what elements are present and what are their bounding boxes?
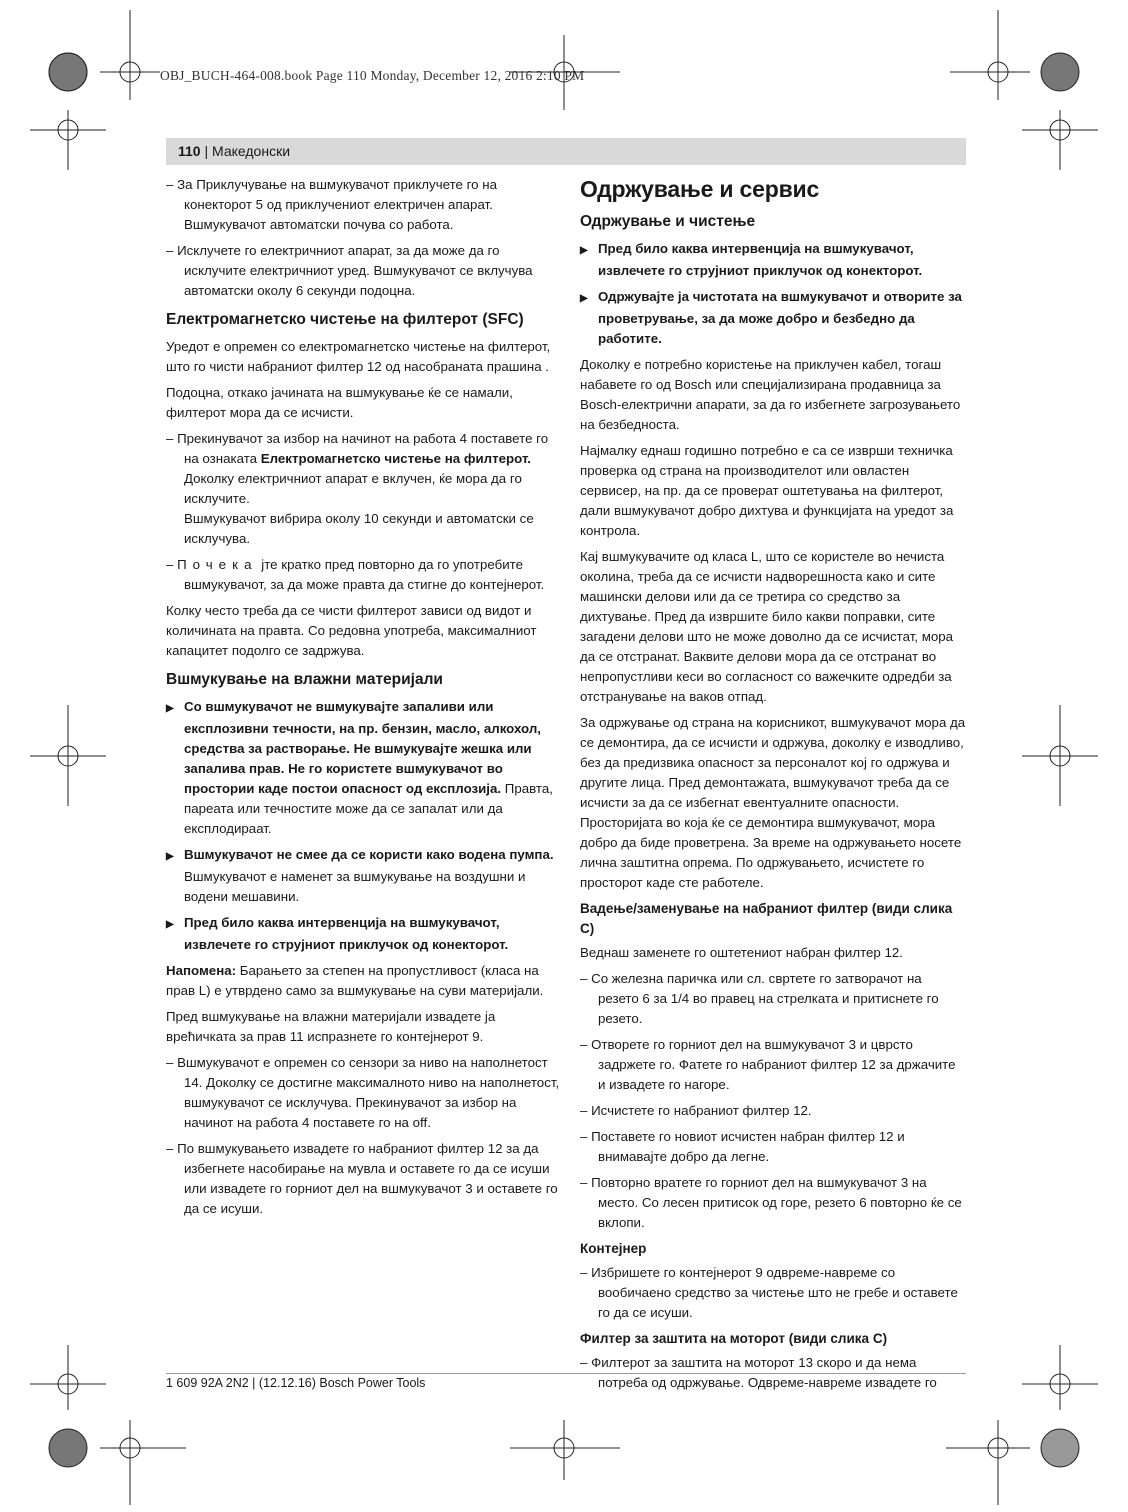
text-run-spaced: Почека: [177, 557, 258, 572]
list-item: – Повторно вратете го горниот дел на вшмукувачот 3 на место. Со лесен притисок од горе, резето 6 повторно ќе се вклопи.: [580, 1175, 962, 1230]
triangle-bullet-icon: ▶: [166, 919, 174, 930]
list-item: – Исчистете го набраниот филтер 12.: [580, 1103, 812, 1118]
note: [166, 961, 564, 1001]
list-item: – Отворете го горниот дел на вшмукувачот 3 и цврсто задржете го. Фатете го набраниот филтер 12 за држачите и извадете го нагоре.: [580, 1037, 956, 1092]
paragraph: Подоцна, откако јачината на вшмукување ќе се намали, филтерот мора да се исчисти.: [166, 385, 513, 420]
triangle-bullet-icon: ▶: [166, 851, 174, 862]
subheading-filter: Вадење/заменување на набраниот филтер (види слика C): [580, 901, 953, 936]
list-item: – Поставете го новиот исчистен набран филтер 12 и внимавајте добро да легне.: [580, 1129, 905, 1164]
warning-text: Пред било каква интервенција на вшмукувачот, извлечете го струјниот приклучок од конекторот.: [598, 241, 923, 278]
paragraph: Најмалку еднаш годишно потребно е са се изврши техничка проверка од страна на производителот или овластен сервисер, на пр. да се проверат оштетувања на филтерот, дали вшмукувачот добро дихтува и функцијата на уредот за контрола.: [580, 443, 954, 538]
note-label: Напомена:: [166, 963, 237, 978]
warning-item: [166, 697, 564, 839]
warning-text: Пред било каква интервенција на вшмукувачот, извлечете го струјниот приклучок од конекторот.: [184, 915, 509, 952]
text-run: Вшмукувачот вибрира околу 10 секунди и автоматски се исклучува.: [184, 511, 534, 546]
warning-item: [166, 913, 564, 955]
warning-tail: Вшмукувачот е наменет за вшмукување на воздушни и водени мешавини.: [184, 869, 526, 904]
print-header: OBJ_BUCH-464-008.book Page 110 Monday, December 12, 2016 2:10 PM: [160, 68, 585, 83]
list-item: – За Приклучување на вшмукувачот приклучете го на конекторот 5 од приклучениот електричен апарат. Вшмукувачот автоматски почува со работа.: [166, 177, 497, 232]
list-item: – Филтерот за заштита на моторот 13 скоро и да нема потреба од одржување. Одвреме-навреме извадете го: [580, 1355, 937, 1390]
right-column: [580, 175, 966, 1399]
page-number: 110: [178, 143, 201, 159]
paragraph: За одржување од страна на корисникот, вшмукувачот мора да се демонтира, да се исчисти и одржува, доколку е изводливо, без да предизвика опасност за персоналот кој го одржува и другите лица. Пред демонтажата, вшмукувачот треба да се исчисти за да се избегнат евентуалните опасности. Просторијата во која ќе се демонтира вшмукувачот, мора добро да биде проветрена. За време на одржувањето носете лична заштитна опрема. По одржувањето, исчистете го просторот каде сте работеле.: [580, 715, 966, 890]
language-label: | Македонски: [204, 143, 291, 159]
list-item: – Вшмукувачот е опремен со сензори за ниво на наполнетост 14. Доколку се достигне максималното ниво на наполнетост, вшмукувачот се исклучува. Прекинувачот за избор на начинот на работа 4 поставете го на off.: [166, 1055, 560, 1130]
paragraph: Колку често треба да се чисти филтерот зависи од видот и количината на правта. Со редовна употреба, максималниот капацитет подолго се задржува.: [166, 603, 537, 658]
paragraph: Пред вшмукување на влажни материјали извадете ја врећичката за прав 11 испразнете го контејнерот 9.: [166, 1009, 496, 1044]
text-run: јте кратко пред повторно да го употребите вшмукувачот, за да може правта да стигне до контејнерот.: [184, 557, 545, 592]
subheading-container: Контејнер: [580, 1241, 647, 1256]
warning-item: [580, 239, 966, 281]
note-text: Барањето за степен на пропустливост (класа на прав L) е утврдено само за вшмукување на суви материјали.: [166, 963, 544, 998]
section-heading-wet: Вшмукување на влажни материјали: [166, 671, 443, 688]
left-column: [166, 175, 564, 1225]
warning-text: Одржувајте ја чистотата на вшмукувачот и отворите за проветрување, за да може добро и безбедно да работите.: [598, 289, 962, 346]
list-item: [166, 555, 564, 595]
paragraph: Доколку е потребно користење на приклучен кабел, тогаш набавете го од Bosch или специјализирана продавница за Bosch-електрични апарати, за да го избегнете загрозувањето на безбедноста.: [580, 357, 961, 432]
main-heading: Одржување и сервис: [580, 176, 820, 202]
text-run: – Прекинувачот за избор на начинот на работа 4 поставете го на ознаката: [166, 431, 549, 466]
warning-text: Со вшмукувачот не вшмукувајте запаливи или експлозивни течности, на пр. бензин, масло, алкохол, средства за растворање. Не вшмукувајте жешка или запалива прав. Не го користете вшмукувачот во простории каде постои опасност од експлозија.: [184, 699, 541, 796]
warning-item: [580, 287, 966, 349]
subheading-motor-filter: Филтер за заштита на моторот (види слика C): [580, 1331, 888, 1346]
list-item: – Избришете го контејнерот 9 одвреме-навреме со вообичаено средство за чистење што не гребе и оставете го да се исуши.: [580, 1265, 958, 1320]
warning-tail: Правта, пареата или течностите може да се запалат или да експлодираат.: [184, 781, 553, 836]
section-heading-maintenance: Одржување и чистење: [580, 213, 756, 230]
list-item: – Исклучете го електричниот апарат, за да може да го исклучите електричниот уред. Вшмукувачот се вклучува автоматски околу 6 секунди подоцна.: [166, 243, 533, 298]
paragraph: Уредот е опремен со електромагнетско чистење на филтерот, што го чисти набраниот филтер 12 од насобраната прашина .: [166, 339, 551, 374]
footer: 1 609 92A 2N2 | (12.12.16) Bosch Power Tools: [166, 1376, 426, 1390]
list-item: – По вшмукувањето извадете го набраниот филтер 12 за да избегнете насобирање на мувла и оставете го да се исуши или извадете го горниот дел на вшмукувачот 3 и оставете го да се исуши.: [166, 1141, 558, 1216]
section-heading-sfc: Електромагнетско чистење на филтерот (SFC): [166, 311, 524, 328]
triangle-bullet-icon: ▶: [580, 245, 588, 256]
triangle-bullet-icon: ▶: [580, 293, 588, 304]
footer-rule: [166, 1373, 966, 1374]
list-item: – Со железна паричка или сл. свртете го затворачот на резето 6 за 1/4 во правец на стрелката и притиснете го резето.: [580, 971, 939, 1026]
warning-text: Вшмукувачот не смее да се користи како водена пумпа.: [184, 847, 554, 862]
paragraph: Веднаш заменете го оштетениот набран филтер 12.: [580, 945, 904, 960]
warning-item: [166, 845, 564, 907]
text-run: –: [166, 557, 178, 572]
text-run: Доколку електричниот апарат е вклучен, ќе мора да го исклучите.: [184, 471, 522, 506]
triangle-bullet-icon: ▶: [166, 703, 174, 714]
running-head: [166, 138, 966, 165]
paragraph: Кај вшмукувачите од класа L, што се користеле во нечиста околина, треба да се исчисти надворешноста како и сите машински делови или да се третира со средство за дихтување. Пред да извршите било какви поправки, сите загадени делови што не може доволно да се исчистат, мора да се отстранат. Ваквите делови мора да се отстранат во непропустливи кеси во согласност со важечките одредби за отстранување на ваков отпад.: [580, 549, 954, 704]
text-run-bold: Електромагнетско чистење на филтерот.: [260, 451, 531, 466]
list-item: [166, 429, 564, 549]
